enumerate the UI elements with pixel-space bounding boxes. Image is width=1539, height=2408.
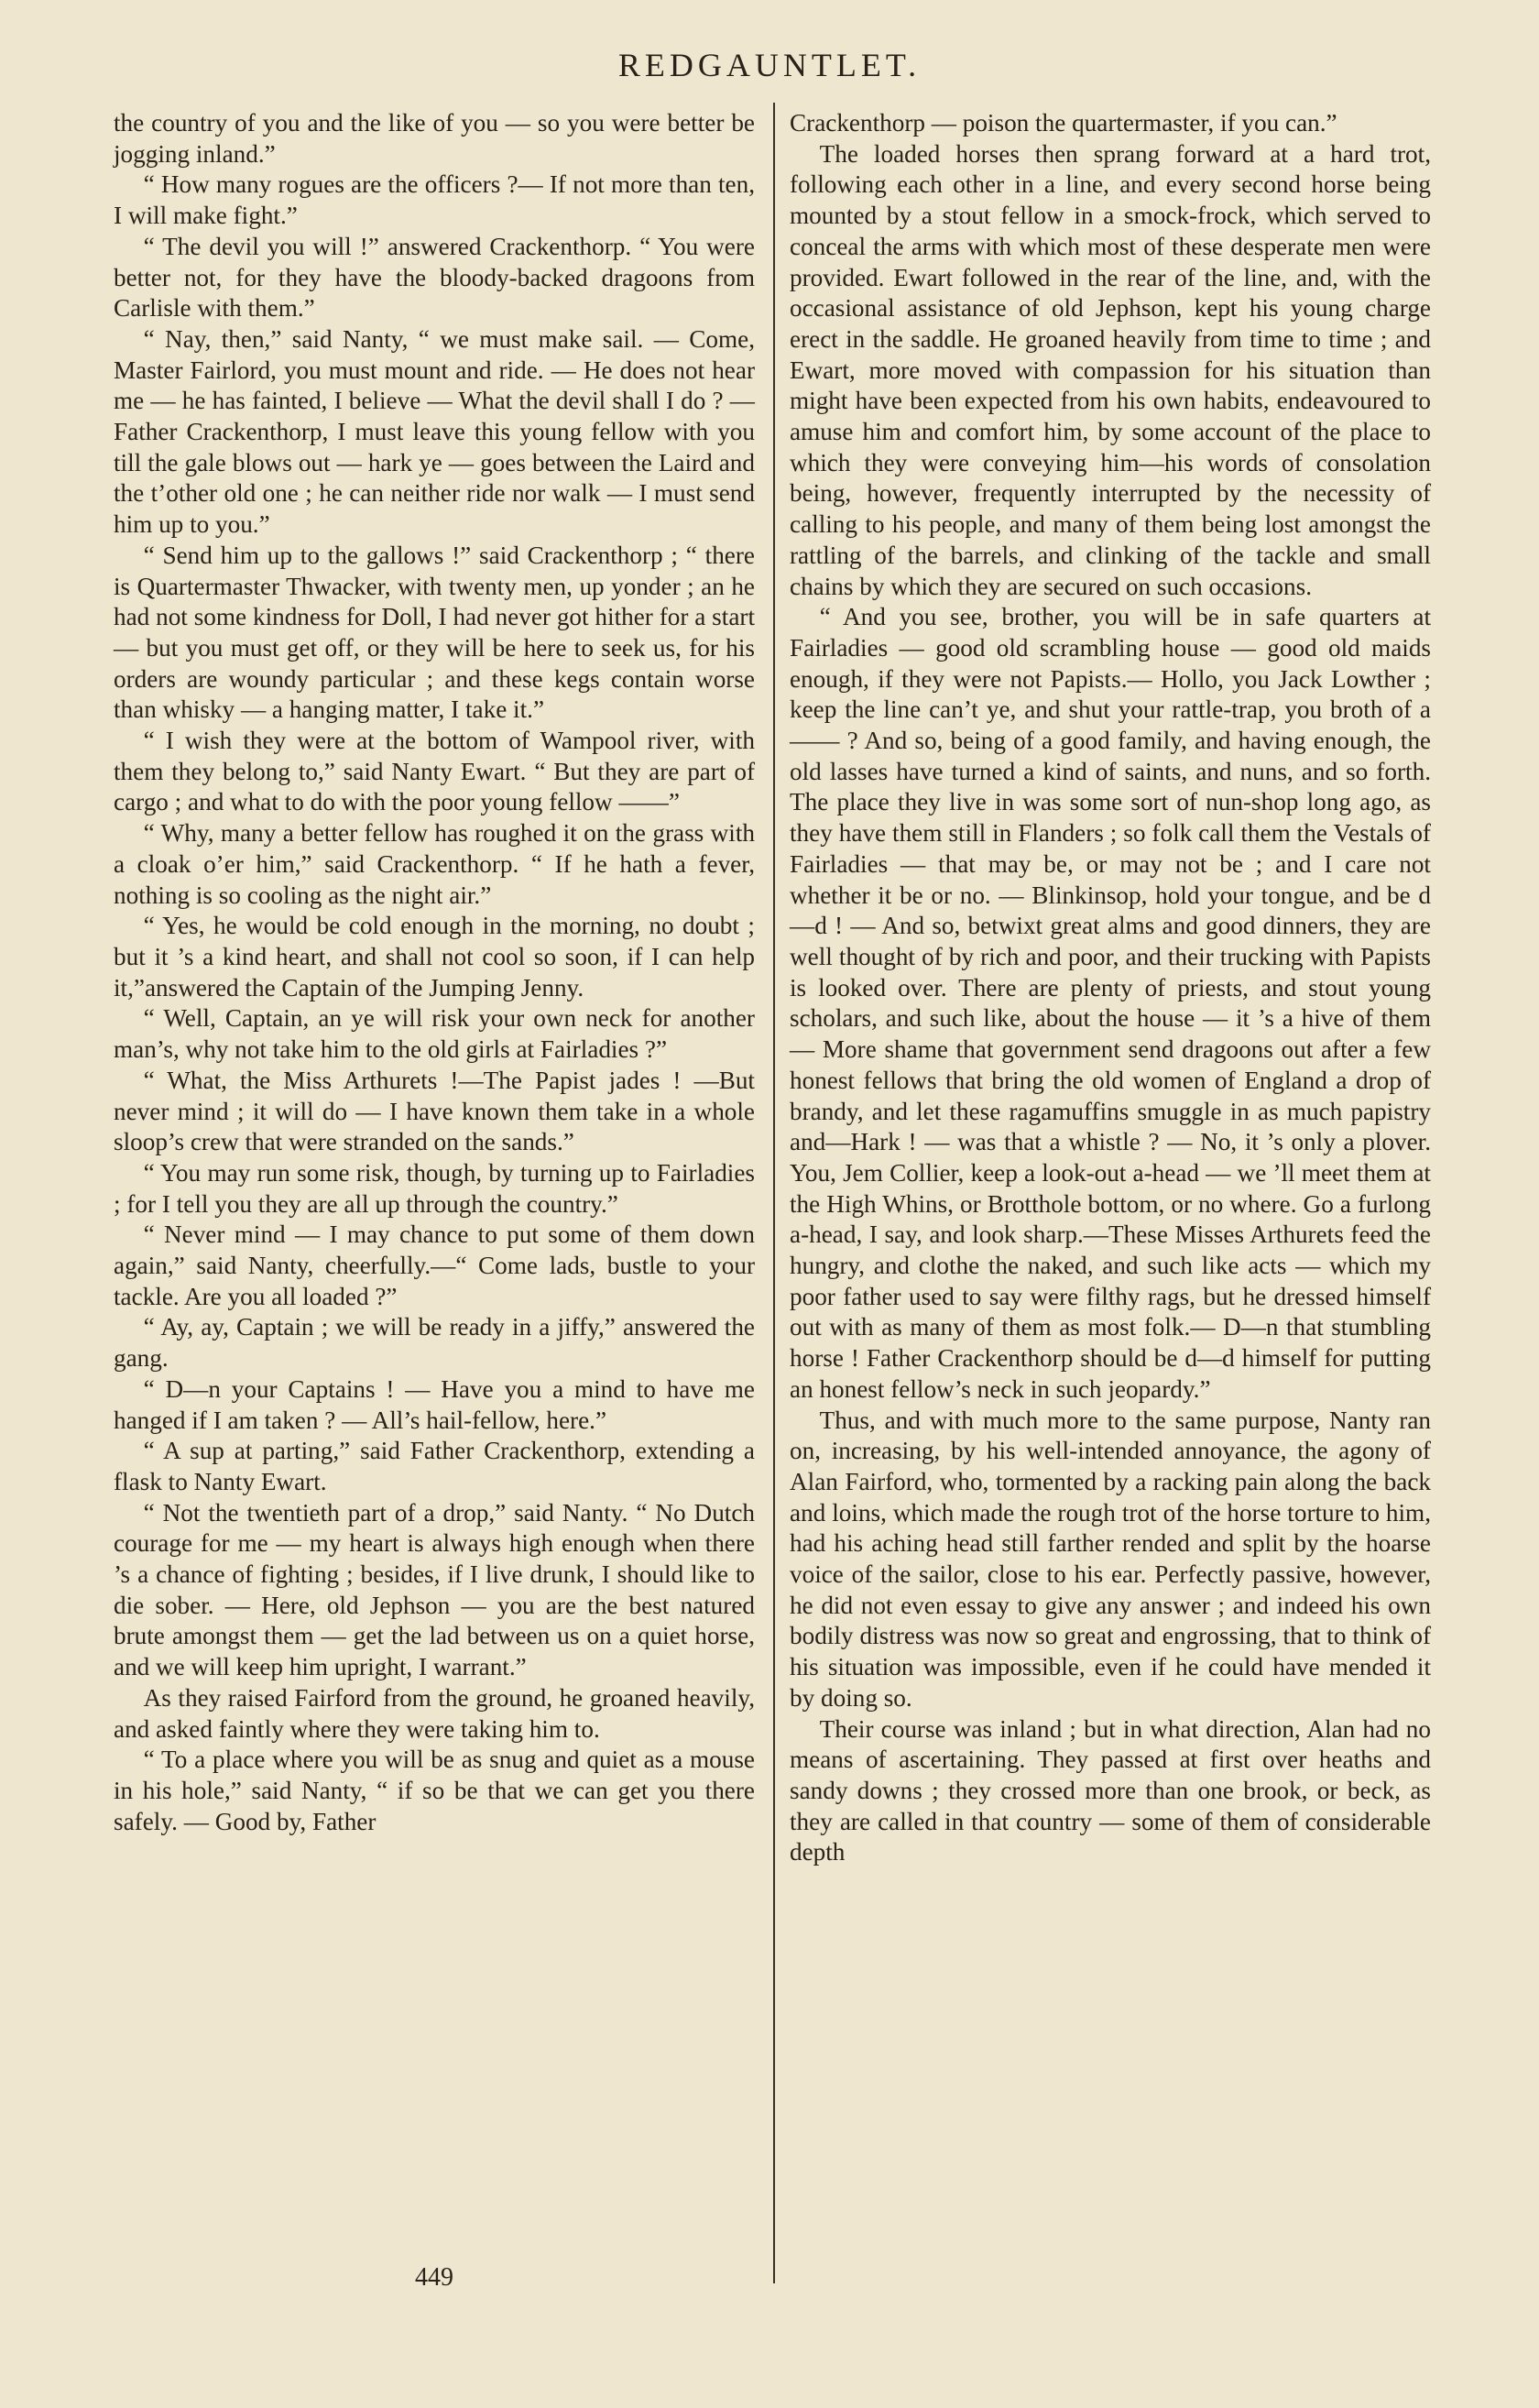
paragraph: “ Never mind — I may chance to put some of them down again,” said Nanty, cheerfully.—“ Come lads, bustle to your tackle. Are you all loaded ?”	[114, 1220, 755, 1310]
paragraph: “ How many rogues are the officers ?— If not more than ten, I will make fight.”	[114, 170, 755, 230]
paragraph: “ Well, Captain, an ye will risk your own neck for another man’s, why not take him to the old girls at Fairladies ?”	[114, 1004, 755, 1064]
paragraph: “ Why, many a better fellow has roughed it on the grass with a cloak o’er him,” said Crackenthorp. “ If he hath a fever, nothing is so cooling as the night air.”	[114, 819, 755, 909]
paragraph: “ Send him up to the gallows !” said Crackenthorp ; “ there is Quartermaster Thwacker, with twenty men, up yonder ; an he had not some kindness for Doll, I had never got hither for a start — but you must get off, or they will be here to seek us, for his orders are woundy particular ; and these kegs contain worse than whisky — a hanging matter, I take it.”	[114, 541, 755, 724]
paragraph: “ Yes, he would be cold enough in the morning, no doubt ; but it ’s a kind heart, and shall not cool so soon, if I can help it,”answered the Captain of the Jumping Jenny.	[114, 912, 755, 1002]
paragraph: “ What, the Miss Arthurets !—The Papist jades ! —But never mind ; it will do — I have known them take in a whole sloop’s crew that were stranded on the sands.”	[114, 1066, 755, 1156]
paragraph: “ And you see, brother, you will be in safe quarters at Fairladies — good old scrambling house — good old maids enough, if they were not Papists.— Hollo, you Jack Lowther ; keep the line can’t ye, and shut your rattle-trap, you broth of a —— ? And so, being of a good family, and having enough, the old lasses have turned a kind of saints, and nuns, and so forth. The place they live in was some sort of nun-shop long ago, as they have them still in Flanders ; so folk call them the Vestals of Fairladies — that may be, or may not be ; and I care not whether it be or no. — Blinkinsop, hold your tongue, and be d—d ! — And so, betwixt great alms and good dinners, they are well thought of by rich and poor, and their trucking with Papists is looked over. There are plenty of priests, and stout young scholars, and such like, about the house — it ’s a hive of them — More shame that government send dragoons out after a few honest fellows that bring the old women of England a drop of brandy, and let these ragamuffins smuggle in as much papistry and—Hark ! — was that a whistle ? — No, it ’s only a plover. You, Jem Collier, keep a look-out a-head — we ’ll meet them at the High Whins, or Brotthole bottom, or no where. Go a furlong a-head, I say, and look sharp.—These Misses Arthurets feed the hungry, and clothe the naked, and such like acts — which my poor father used to say were filthy rags, but he dressed himself out with as many of them as most folk.— D—n that stumbling horse ! Father Crackenthorp should be d—d himself for putting an honest fellow’s neck in such jeopardy.”	[790, 603, 1431, 1403]
paragraph: “ You may run some risk, though, by turning up to Fairladies ; for I tell you they are all up through the country.”	[114, 1158, 755, 1218]
page-number: 449	[415, 2263, 453, 2292]
right-column	[790, 108, 1431, 1868]
paragraph: “ I wish they were at the bottom of Wampool river, with them they belong to,” said Nanty Ewart. “ But they are part of cargo ; and what to do with the poor young fellow ——”	[114, 727, 755, 816]
paragraph: “ A sup at parting,” said Father Crackenthorp, extending a flask to Nanty Ewart.	[114, 1437, 755, 1495]
column-divider	[773, 103, 775, 2283]
page-title: REDGAUNTLET.	[617, 47, 922, 83]
paragraph: “ Ay, ay, Captain ; we will be ready in a jiffy,” answered the gang.	[114, 1313, 755, 1373]
paragraph: The loaded horses then sprang forward at a hard trot, following each other in a line, and every second horse being mounted by a stout fellow in a smock-frock, which served to conceal the arms with which most of these desperate men were provided. Ewart followed in the rear of the line, and, with the occasional assistance of old Jephson, kept his young charge erect in the saddle. He groaned heavily from time to time ; and Ewart, more moved with compassion for his situation than might have been expected from his own habits, endeavoured to amuse him and comfort him, by some account of the place to which they were conveying him—his words of consolation being, however, frequently interrupted by the necessity of calling to his people, and many of them being lost amongst the rattling of the barrels, and clinking of the tackle and small chains by which they are secured on such occasions.	[790, 139, 1431, 600]
paragraph: “ The devil you will !” answered Crackenthorp. “ You were better not, for they have the bloody-backed dragoons from Carlisle with them.”	[114, 232, 755, 323]
paragraph: Crackenthorp — poison the quartermaster, if you can.”	[790, 109, 1337, 137]
left-column	[114, 108, 755, 1837]
paragraph: “ Nay, then,” said Nanty, “ we must make sail. — Come, Master Fairlord, you must mount and ride. — He does not hear me — he has fainted, I believe — What the devil shall I do ? — Father Crackenthorp, I must leave this young fellow with you till the gale blows out — hark ye — goes between the Laird and the t’other old one ; he can neither ride nor walk — I must send him up to you.”	[114, 324, 755, 539]
paragraph: As they raised Fairford from the ground, he groaned heavily, and asked faintly where they were taking him to.	[114, 1683, 755, 1743]
paragraph: “ Not the twentieth part of a drop,” said Nanty. “ No Dutch courage for me — my heart is always high enough when there ’s a chance of fighting ; besides, if I live drunk, I should like to die sober. — Here, old Jephson — you are the best natured brute amongst them — get the lad between us on a quiet horse, and we will keep him upright, I warrant.”	[114, 1498, 755, 1681]
paragraph: Their course was inland ; but in what direction, Alan had no means of ascertaining. They passed at first over heaths and sandy downs ; they crossed more than one brook, or beck, as they are called in that country — some of them of considerable depth	[790, 1714, 1431, 1866]
paragraph: “ To a place where you will be as snug and quiet as a mouse in his hole,” said Nanty, “ if so be that we can get you there safely. — Good by, Father	[114, 1746, 755, 1835]
paragraph: Thus, and with much more to the same purpose, Nanty ran on, increasing, by his well-intended annoyance, the agony of Alan Fairford, who, tormented by a racking pain along the back and loins, which made the rough trot of the horse torture to him, had his aching head still farther rended and split by the hoarse voice of the sailor, close to his ear. Perfectly passive, however, he did not even essay to give any answer ; and indeed his own bodily distress was now so great and engrossing, that to think of his situation was impossible, even if he could have mended it by doing so.	[790, 1406, 1431, 1712]
paragraph: “ D—n your Captains ! — Have you a mind to have me hanged if I am taken ? — All’s hail-fellow, here.”	[114, 1374, 755, 1434]
paragraph: the country of you and the like of you — so you were better be jogging inland.”	[114, 109, 755, 168]
